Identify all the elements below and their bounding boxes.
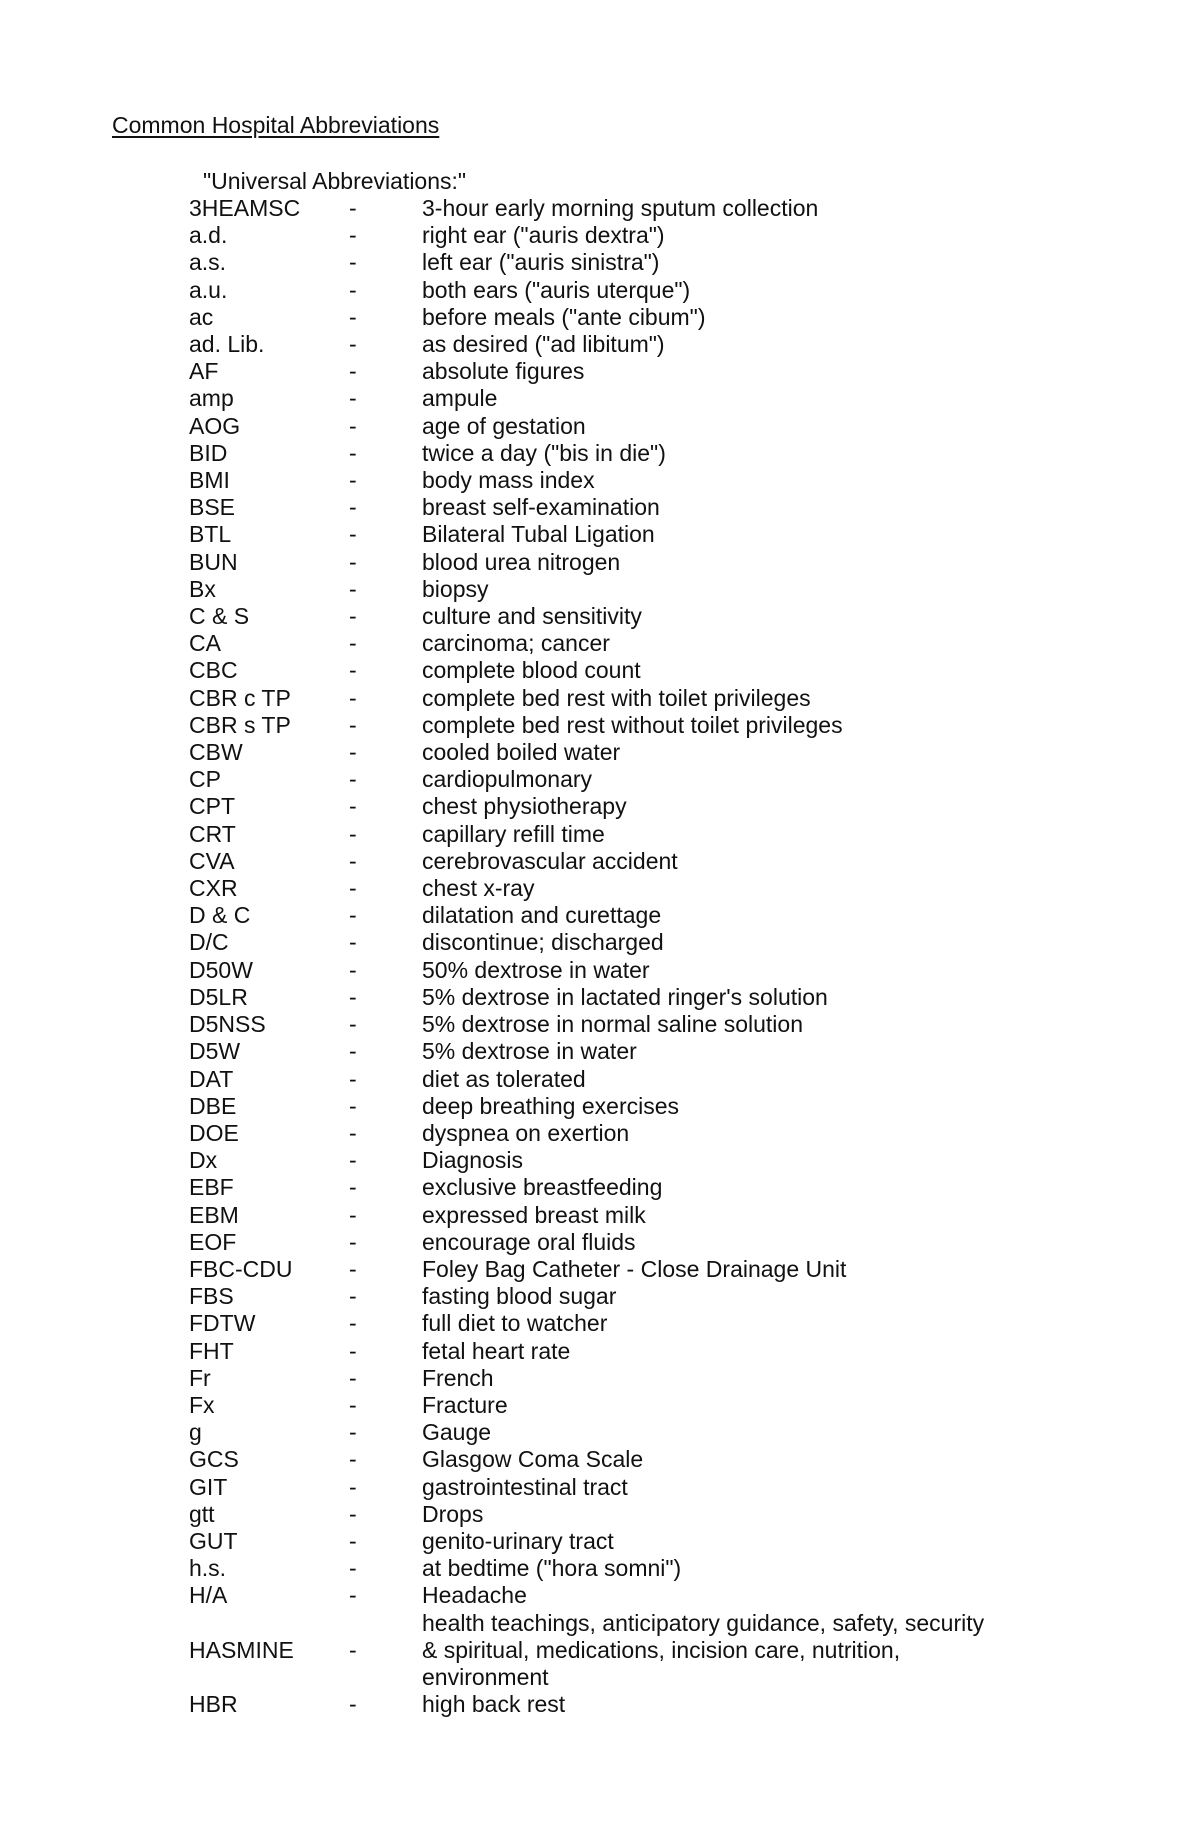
abbreviation-term: CBR s TP: [189, 711, 291, 738]
separator-dash: -: [349, 1228, 357, 1255]
abbreviation-meaning: right ear ("auris dextra"): [422, 222, 665, 249]
meaning-line: & spiritual, medications, incision care, nutrition,: [422, 1636, 901, 1663]
document-title: Common Hospital Abbreviations: [112, 112, 440, 138]
abbreviation-term: CBC: [189, 657, 238, 684]
separator-dash: -: [349, 1419, 357, 1446]
abbreviation-row: [189, 222, 1089, 249]
abbreviation-term: D5NSS: [189, 1011, 266, 1038]
abbreviation-term: a.d.: [189, 222, 228, 249]
abbreviation-term: D50W: [189, 956, 253, 983]
abbreviation-meaning: fetal heart rate: [422, 1337, 571, 1364]
separator-dash: -: [349, 1582, 357, 1609]
abbreviation-term: HASMINE: [189, 1636, 294, 1663]
abbreviation-meaning: body mass index: [422, 467, 595, 494]
separator-dash: -: [349, 1446, 357, 1473]
abbreviation-row: [189, 1392, 1089, 1419]
abbreviation-term: EBF: [189, 1174, 234, 1201]
abbreviation-meaning: age of gestation: [422, 412, 586, 439]
separator-dash: -: [349, 1555, 357, 1582]
abbreviation-meaning: 5% dextrose in water: [422, 1038, 637, 1065]
abbreviation-row: [189, 1256, 1089, 1283]
abbreviation-term: FBS: [189, 1283, 234, 1310]
abbreviation-meaning: discontinue; discharged: [422, 929, 664, 956]
abbreviation-term: BUN: [189, 548, 238, 575]
abbreviation-term: CVA: [189, 847, 235, 874]
separator-dash: -: [349, 195, 357, 221]
separator-dash: -: [349, 956, 357, 983]
abbreviation-row: [189, 1691, 1089, 1718]
separator-dash: -: [349, 1283, 357, 1310]
abbreviation-meaning: cooled boiled water: [422, 739, 621, 766]
abbreviation-term: AF: [189, 358, 219, 385]
separator-dash: -: [349, 766, 357, 793]
abbreviation-meaning: blood urea nitrogen: [422, 548, 621, 575]
abbreviation-row: [189, 494, 1089, 521]
abbreviation-meaning: Bilateral Tubal Ligation: [422, 521, 655, 548]
separator-dash: -: [349, 1337, 357, 1364]
abbreviation-meaning: biopsy: [422, 575, 489, 602]
abbreviation-meaning: Diagnosis: [422, 1147, 523, 1174]
abbreviation-meaning: 5% dextrose in normal saline solution: [422, 1011, 803, 1038]
abbreviation-term: CBR c TP: [189, 684, 291, 711]
abbreviation-term: GIT: [189, 1473, 228, 1500]
abbreviation-term: HBR: [189, 1691, 238, 1718]
abbreviation-meaning: full diet to watcher: [422, 1310, 608, 1337]
separator-dash: -: [349, 1119, 357, 1146]
abbreviation-row: [189, 467, 1089, 494]
abbreviation-meaning: capillary refill time: [422, 820, 605, 847]
abbreviation-term: ad. Lib.: [189, 331, 265, 358]
abbreviation-row: [189, 1474, 1089, 1501]
abbreviation-row: [189, 1555, 1089, 1582]
abbreviation-meaning: left ear ("auris sinistra"): [422, 249, 660, 276]
abbreviation-term: Dx: [189, 1147, 218, 1174]
abbreviation-term: CRT: [189, 820, 236, 847]
separator-dash: -: [349, 494, 357, 521]
section-heading: "Universal Abbreviations:": [203, 168, 467, 194]
abbreviation-term: AOG: [189, 412, 241, 439]
separator-dash: -: [349, 1174, 357, 1201]
abbreviation-row: [189, 957, 1089, 984]
separator-dash: -: [349, 847, 357, 874]
abbreviation-meaning: expressed breast milk: [422, 1201, 646, 1228]
separator-dash: -: [349, 1500, 357, 1527]
abbreviation-meaning: complete bed rest without toilet privileges: [422, 711, 843, 738]
abbreviation-meaning: genito-urinary tract: [422, 1527, 614, 1554]
separator-dash: -: [349, 1038, 357, 1065]
separator-dash: -: [349, 1473, 357, 1500]
separator-dash: -: [349, 575, 357, 602]
abbreviation-row: [189, 1147, 1089, 1174]
abbreviation-meaning: carcinoma; cancer: [422, 630, 610, 657]
separator-dash: -: [349, 902, 357, 929]
abbreviation-meaning: dyspnea on exertion: [422, 1119, 630, 1146]
abbreviation-row: [189, 1011, 1089, 1038]
abbreviation-meaning: fasting blood sugar: [422, 1283, 617, 1310]
abbreviation-row: [189, 1610, 1089, 1692]
abbreviation-meaning: deep breathing exercises: [422, 1092, 679, 1119]
abbreviation-row: [189, 304, 1089, 331]
separator-dash: -: [349, 684, 357, 711]
abbreviation-meaning: cerebrovascular accident: [422, 847, 678, 874]
abbreviation-row: [189, 1283, 1089, 1310]
abbreviation-row: [189, 1202, 1089, 1229]
separator-dash: -: [349, 276, 357, 303]
abbreviation-row: [189, 1174, 1089, 1201]
abbreviation-meaning: Fracture: [422, 1391, 508, 1418]
abbreviation-row: [189, 1365, 1089, 1392]
separator-dash: -: [349, 1527, 357, 1554]
abbreviation-row: [189, 984, 1089, 1011]
abbreviation-row: [189, 848, 1089, 875]
separator-dash: -: [349, 412, 357, 439]
abbreviation-meaning: complete blood count: [422, 657, 641, 684]
abbreviation-meaning: Headache: [422, 1582, 527, 1609]
abbreviation-meaning: ampule: [422, 385, 498, 412]
abbreviation-term: FHT: [189, 1337, 234, 1364]
abbreviation-term: ac: [189, 303, 214, 330]
abbreviation-meaning: 50% dextrose in water: [422, 956, 650, 983]
abbreviation-meaning: breast self-examination: [422, 494, 660, 521]
abbreviation-term: H/A: [189, 1582, 228, 1609]
abbreviation-term: GUT: [189, 1527, 238, 1554]
abbreviation-meaning: cardiopulmonary: [422, 766, 593, 793]
abbreviation-meaning: exclusive breastfeeding: [422, 1174, 663, 1201]
separator-dash: -: [349, 630, 357, 657]
separator-dash: -: [349, 739, 357, 766]
abbreviation-term: Fr: [189, 1364, 211, 1391]
abbreviation-term: CA: [189, 630, 221, 657]
abbreviation-row: [189, 331, 1089, 358]
separator-dash: -: [349, 1636, 357, 1663]
separator-dash: -: [349, 983, 357, 1010]
abbreviation-term: Bx: [189, 575, 216, 602]
separator-dash: -: [349, 249, 357, 276]
abbreviation-meaning: 3-hour early morning sputum collection: [422, 195, 819, 221]
abbreviation-term: CXR: [189, 875, 238, 902]
abbreviation-row: [189, 413, 1089, 440]
abbreviation-row: [189, 685, 1089, 712]
abbreviation-row: [189, 521, 1089, 548]
abbreviation-row: [189, 657, 1089, 684]
abbreviation-term: Fx: [189, 1391, 215, 1418]
separator-dash: -: [349, 1065, 357, 1092]
abbreviation-term: g: [189, 1419, 202, 1446]
abbreviation-row: [189, 1120, 1089, 1147]
abbreviation-meaning: twice a day ("bis in die"): [422, 439, 666, 466]
abbreviation-row: [189, 358, 1089, 385]
abbreviation-row: [189, 712, 1089, 739]
abbreviation-row: [189, 1038, 1089, 1065]
abbreviation-row: [189, 875, 1089, 902]
abbreviation-row: [189, 821, 1089, 848]
abbreviation-row: [189, 929, 1089, 956]
separator-dash: -: [349, 303, 357, 330]
separator-dash: -: [349, 793, 357, 820]
abbreviation-term: FBC-CDU: [189, 1255, 293, 1282]
abbreviation-term: GCS: [189, 1446, 239, 1473]
abbreviation-meaning: 5% dextrose in lactated ringer's solution: [422, 983, 828, 1010]
abbreviation-row: [189, 1310, 1089, 1337]
abbreviation-term: EOF: [189, 1228, 237, 1255]
abbreviation-term: C & S: [189, 603, 250, 630]
meaning-line: health teachings, anticipatory guidance, safety, security: [422, 1609, 985, 1636]
separator-dash: -: [349, 820, 357, 847]
abbreviation-term: a.s.: [189, 249, 227, 276]
abbreviation-meaning: gastrointestinal tract: [422, 1473, 628, 1500]
abbreviation-row: [189, 277, 1089, 304]
separator-dash: -: [349, 1092, 357, 1119]
separator-dash: -: [349, 439, 357, 466]
abbreviation-list: [189, 195, 1089, 1718]
abbreviation-row: [189, 385, 1089, 412]
separator-dash: -: [349, 603, 357, 630]
separator-dash: -: [349, 1364, 357, 1391]
abbreviation-meaning: Drops: [422, 1500, 484, 1527]
abbreviation-meaning: both ears ("auris uterque"): [422, 276, 691, 303]
abbreviation-row: [189, 1419, 1089, 1446]
abbreviation-meaning: before meals ("ante cibum"): [422, 303, 706, 330]
abbreviation-meaning: high back rest: [422, 1691, 566, 1718]
separator-dash: -: [349, 711, 357, 738]
abbreviation-meaning: as desired ("ad libitum"): [422, 331, 665, 358]
abbreviation-row: [189, 1093, 1089, 1120]
abbreviation-row: [189, 249, 1089, 276]
abbreviation-row: [189, 766, 1089, 793]
abbreviation-term: D5LR: [189, 983, 248, 1010]
abbreviation-term: h.s.: [189, 1555, 227, 1582]
abbreviation-term: EBM: [189, 1201, 239, 1228]
abbreviation-term: D/C: [189, 929, 229, 956]
abbreviation-row: [189, 576, 1089, 603]
separator-dash: -: [349, 521, 357, 548]
abbreviation-row: [189, 1582, 1089, 1609]
separator-dash: -: [349, 1310, 357, 1337]
abbreviation-term: CPT: [189, 793, 235, 820]
abbreviation-meaning: absolute figures: [422, 358, 585, 385]
abbreviation-term: BMI: [189, 467, 230, 494]
abbreviation-meaning: chest physiotherapy: [422, 793, 627, 820]
abbreviation-term: CBW: [189, 739, 243, 766]
abbreviation-term: DOE: [189, 1119, 239, 1146]
separator-dash: -: [349, 548, 357, 575]
separator-dash: -: [349, 657, 357, 684]
abbreviation-meaning: culture and sensitivity: [422, 603, 642, 630]
abbreviation-term: BID: [189, 439, 228, 466]
abbreviation-term: FDTW: [189, 1310, 256, 1337]
abbreviation-meaning: dilatation and curettage: [422, 902, 662, 929]
abbreviation-meaning: complete bed rest with toilet privileges: [422, 684, 811, 711]
abbreviation-term: gtt: [189, 1500, 215, 1527]
abbreviation-meaning: [422, 1610, 1089, 1692]
separator-dash: -: [349, 1691, 357, 1718]
abbreviation-row: [189, 1528, 1089, 1555]
separator-dash: -: [349, 331, 357, 358]
separator-dash: -: [349, 222, 357, 249]
abbreviation-row: [189, 793, 1089, 820]
separator-dash: -: [349, 385, 357, 412]
abbreviation-meaning: encourage oral fluids: [422, 1228, 636, 1255]
abbreviation-row: [189, 1066, 1089, 1093]
abbreviation-meaning: Gauge: [422, 1419, 492, 1446]
separator-dash: -: [349, 1147, 357, 1174]
abbreviation-meaning: chest x-ray: [422, 875, 535, 902]
abbreviation-term: amp: [189, 385, 234, 412]
separator-dash: -: [349, 929, 357, 956]
abbreviation-meaning: at bedtime ("hora somni"): [422, 1555, 682, 1582]
abbreviation-row: [189, 440, 1089, 467]
separator-dash: -: [349, 875, 357, 902]
abbreviation-term: D5W: [189, 1038, 241, 1065]
abbreviation-term: D & C: [189, 902, 251, 929]
abbreviation-term: CP: [189, 766, 221, 793]
abbreviation-row: [189, 1501, 1089, 1528]
abbreviation-meaning: French: [422, 1364, 494, 1391]
abbreviation-term: a.u.: [189, 276, 228, 303]
abbreviation-term: BTL: [189, 521, 232, 548]
abbreviation-row: [189, 549, 1089, 576]
meaning-line: environment: [422, 1663, 549, 1690]
abbreviation-row: [189, 630, 1089, 657]
abbreviation-row: [189, 1338, 1089, 1365]
separator-dash: -: [349, 1255, 357, 1282]
abbreviation-row: [189, 1446, 1089, 1473]
abbreviation-row: [189, 739, 1089, 766]
separator-dash: -: [349, 1201, 357, 1228]
separator-dash: -: [349, 1011, 357, 1038]
separator-dash: -: [349, 1391, 357, 1418]
abbreviation-term: BSE: [189, 494, 236, 521]
abbreviation-meaning: Foley Bag Catheter - Close Drainage Unit: [422, 1255, 847, 1282]
separator-dash: -: [349, 358, 357, 385]
abbreviation-meaning: diet as tolerated: [422, 1065, 586, 1092]
abbreviation-term: DBE: [189, 1092, 237, 1119]
abbreviation-row: [189, 195, 1089, 222]
abbreviation-term: 3HEAMSC: [189, 195, 301, 221]
abbreviation-term: DAT: [189, 1065, 234, 1092]
separator-dash: -: [349, 467, 357, 494]
abbreviation-row: [189, 1229, 1089, 1256]
abbreviation-meaning: Glasgow Coma Scale: [422, 1446, 644, 1473]
abbreviation-row: [189, 902, 1089, 929]
abbreviation-row: [189, 603, 1089, 630]
